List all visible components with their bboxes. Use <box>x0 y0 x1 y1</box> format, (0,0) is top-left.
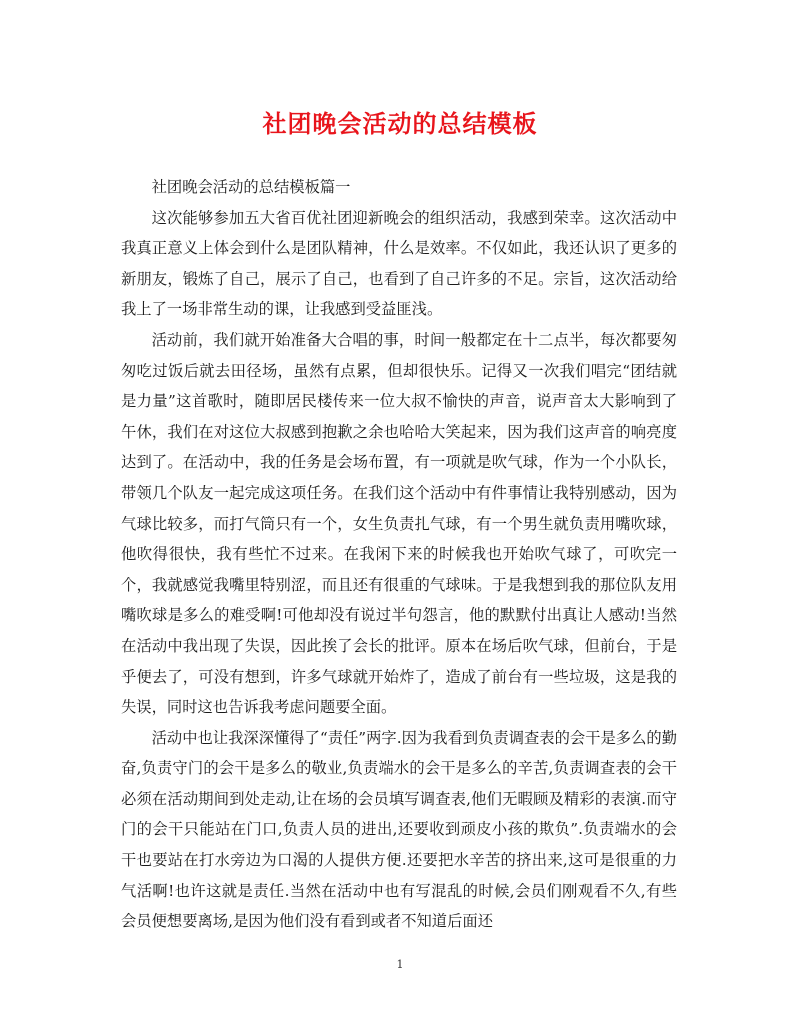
section-heading: 社团晚会活动的总结模板篇一 <box>151 178 351 196</box>
page-number: 1 <box>396 958 404 971</box>
paragraph-2: 活动前，我们就开始准备大合唱的事，时间一般都定在十二点半，每次都要匆匆吃过饭后就去田径场，虽然有点累，但却很快乐。记得又一次我们唱完“团结就是力量”这首歌时，随即居民楼传来一位大叔不愉快的声音，说声音太大影响到了午休，我们在对这位大叔感到抱歉之余也哈哈大笑起来，因为我们这声音的响亮度达到了。在活动中，我的任务是会场布置，有一项就是吹气球，作为一个小队长，带领几个队友一起完成这项任务。在我们这个活动中有件事情让我特别感动，因为气球比较多，而打气筒只有一个，女生负责扎气球，有一个男生就负责用嘴吹球，他吹得很快，我有些忙不过来。在我闲下来的时候我也开始吹气球了，可吹完一个，我就感觉我嘴里特别涩，而且还有很重的气球味。于是我想到我的那位队友用嘴吹球是多么的难受啊!可他却没有说过半句怨言，他的默默付出真让人感动!当然在活动中我出现了失误，因此挨了会长的批评。原本在场后吹气球，但前台，于是乎便去了，可没有想到，许多气球就开始炸了，造成了前台有一些垃圾，这是我的失误，同时这也告诉我考虑问题要全面。 <box>121 330 677 717</box>
document-body <box>121 172 677 937</box>
paragraph-1: 这次能够参加五大省百优社团迎新晚会的组织活动，我感到荣幸。这次活动中我真正意义上体会到什么是团队精神，什么是效率。不仅如此，我还认识了更多的新朋友，锻炼了自己，展示了自己，也看到了自己许多的不足。宗旨，这次活动给我上了一场非常生动的课，让我感到受益匪浅。 <box>121 208 677 319</box>
document-title: 社团晚会活动的总结模板 <box>262 109 538 138</box>
paragraph-3: 活动中也让我深深懂得了“责任”两字.因为我看到负责调查表的会干是多么的勤奋,负责守门的会干是多么的敬业,负责端水的会干是多么的辛苦,负责调查表的会干必须在活动期间到处走动,让在场的会员填写调查表,他们无暇顾及精彩的表演.而守门的会干只能站在门口,负责人员的进出,还要收到顽皮小孩的欺负”.负责端水的会干也要站在打水旁边为口渴的人提供方便.还要把水辛苦的挤出来,这可是很重的力气活啊!也许这就是责任.当然在活动中也有写混乱的时候,会员们刚观看不久,有些会员便想要离场,是因为他们没有看到或者不知道后面还 <box>121 728 677 931</box>
